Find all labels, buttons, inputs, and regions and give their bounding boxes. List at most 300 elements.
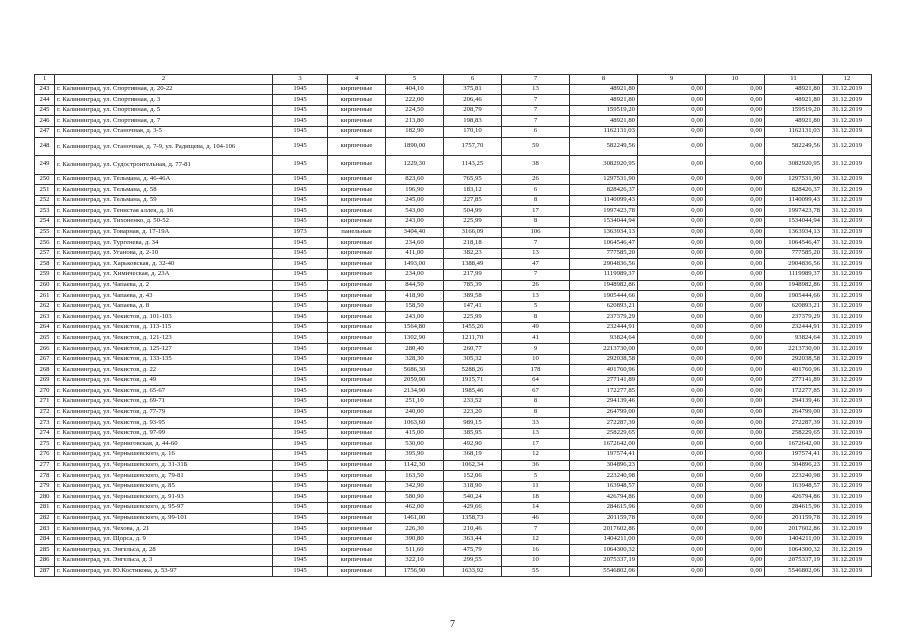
total-area-cell: 196,90 bbox=[386, 185, 444, 196]
address-cell: г. Калининград, ул. Тельмана, д. 58 bbox=[55, 185, 273, 196]
total-area-cell: 1063,60 bbox=[386, 418, 444, 429]
value-11-cell: 1997423,78 bbox=[765, 206, 823, 217]
wall-material-cell: кирпичные bbox=[328, 481, 386, 492]
cost-cell: 1534044,94 bbox=[570, 216, 638, 227]
wall-material-cell: кирпичные bbox=[328, 95, 386, 106]
table-row bbox=[35, 386, 872, 397]
value-10-cell: 0,00 bbox=[706, 248, 765, 259]
value-10-cell: 0,00 bbox=[706, 301, 765, 312]
value-9-cell: 0,00 bbox=[638, 195, 706, 206]
address-cell: г. Калининград, ул. Чернышевского, д. 31-31Б bbox=[55, 460, 273, 471]
living-area-cell: 1757,70 bbox=[444, 137, 502, 156]
address-cell: г. Калининград, ул. Энгельса, д. 28 bbox=[55, 545, 273, 556]
year-built-cell: 1945 bbox=[273, 238, 328, 249]
year-built-cell: 1945 bbox=[273, 481, 328, 492]
year-built-cell: 1945 bbox=[273, 524, 328, 535]
cost-cell: 777585,20 bbox=[570, 248, 638, 259]
value-9-cell: 0,00 bbox=[638, 126, 706, 137]
value-11-cell: 223240,98 bbox=[765, 471, 823, 482]
cost-cell: 48921,80 bbox=[570, 116, 638, 127]
total-area-cell: 163,50 bbox=[386, 471, 444, 482]
row-number-cell: 253 bbox=[35, 206, 55, 217]
total-area-cell: 1229,30 bbox=[386, 156, 444, 175]
living-area-cell: 227,85 bbox=[444, 195, 502, 206]
cost-cell: 2904836,56 bbox=[570, 259, 638, 270]
cost-cell: 232444,91 bbox=[570, 322, 638, 333]
living-area-cell: 1388,49 bbox=[444, 259, 502, 270]
value-9-cell: 0,00 bbox=[638, 566, 706, 577]
value-11-cell: 1140099,43 bbox=[765, 195, 823, 206]
date-cell: 31.12.2019 bbox=[823, 428, 872, 439]
address-cell: г. Калининград, ул. Чернышевского, д. 16 bbox=[55, 450, 273, 461]
year-built-cell: 1945 bbox=[273, 418, 328, 429]
value-9-cell: 0,00 bbox=[638, 248, 706, 259]
year-built-cell: 1945 bbox=[273, 248, 328, 259]
row-number-cell: 274 bbox=[35, 428, 55, 439]
date-cell: 31.12.2019 bbox=[823, 259, 872, 270]
living-area-cell: 198,83 bbox=[444, 116, 502, 127]
row-number-cell: 265 bbox=[35, 333, 55, 344]
residents-cell: 12 bbox=[502, 450, 570, 461]
date-cell: 31.12.2019 bbox=[823, 206, 872, 217]
row-number-cell: 254 bbox=[35, 216, 55, 227]
residents-cell: 178 bbox=[502, 365, 570, 376]
wall-material-cell: кирпичные bbox=[328, 545, 386, 556]
year-built-cell: 1945 bbox=[273, 269, 328, 280]
living-area-cell: 504,99 bbox=[444, 206, 502, 217]
residents-cell: 7 bbox=[502, 105, 570, 116]
address-cell: г. Калининград, ул. Чекистов, д. 97-99 bbox=[55, 428, 273, 439]
value-11-cell: 1534044,94 bbox=[765, 216, 823, 227]
value-11-cell: 777585,20 bbox=[765, 248, 823, 259]
header-cell: 7 bbox=[502, 75, 570, 85]
year-built-cell: 1945 bbox=[273, 344, 328, 355]
value-11-cell: 48921,80 bbox=[765, 95, 823, 106]
table-row bbox=[35, 156, 872, 175]
wall-material-cell: кирпичные bbox=[328, 195, 386, 206]
year-built-cell: 1945 bbox=[273, 333, 328, 344]
residents-cell: 13 bbox=[502, 428, 570, 439]
value-11-cell: 1948982,86 bbox=[765, 280, 823, 291]
value-11-cell: 93824,64 bbox=[765, 333, 823, 344]
address-cell: г. Калининград, ул. Энгельса, д. 3 bbox=[55, 555, 273, 566]
living-area-cell: 1985,46 bbox=[444, 386, 502, 397]
value-9-cell: 0,00 bbox=[638, 555, 706, 566]
value-9-cell: 0,00 bbox=[638, 375, 706, 386]
value-9-cell: 0,00 bbox=[638, 238, 706, 249]
value-9-cell: 0,00 bbox=[638, 397, 706, 408]
living-area-cell: 233,52 bbox=[444, 397, 502, 408]
row-number-cell: 283 bbox=[35, 524, 55, 535]
address-cell: г. Калининград, ул. Тургенева, д. 34 bbox=[55, 238, 273, 249]
row-number-cell: 249 bbox=[35, 156, 55, 175]
value-11-cell: 292038,58 bbox=[765, 354, 823, 365]
living-area-cell: 1211,70 bbox=[444, 333, 502, 344]
wall-material-cell: кирпичные bbox=[328, 174, 386, 185]
total-area-cell: 213,80 bbox=[386, 116, 444, 127]
year-built-cell: 1945 bbox=[273, 105, 328, 116]
residents-cell: 46 bbox=[502, 513, 570, 524]
value-11-cell: 1119989,37 bbox=[765, 269, 823, 280]
table-row bbox=[35, 375, 872, 386]
value-10-cell: 0,00 bbox=[706, 545, 765, 556]
date-cell: 31.12.2019 bbox=[823, 344, 872, 355]
value-10-cell: 0,00 bbox=[706, 156, 765, 175]
row-number-cell: 277 bbox=[35, 460, 55, 471]
date-cell: 31.12.2019 bbox=[823, 450, 872, 461]
address-cell: г. Калининград, ул. Станочная, д. 7-9, ул. Радищева, д. 104-106 bbox=[55, 137, 273, 156]
table-row bbox=[35, 291, 872, 302]
value-11-cell: 201159,78 bbox=[765, 513, 823, 524]
residents-cell: 8 bbox=[502, 195, 570, 206]
value-10-cell: 0,00 bbox=[706, 312, 765, 323]
living-area-cell: 223,20 bbox=[444, 407, 502, 418]
living-area-cell: 152,06 bbox=[444, 471, 502, 482]
residents-cell: 7 bbox=[502, 116, 570, 127]
cost-cell: 1948982,86 bbox=[570, 280, 638, 291]
wall-material-cell: кирпичные bbox=[328, 460, 386, 471]
cost-cell: 5546802,06 bbox=[570, 566, 638, 577]
residents-cell: 17 bbox=[502, 206, 570, 217]
row-number-cell: 260 bbox=[35, 280, 55, 291]
date-cell: 31.12.2019 bbox=[823, 460, 872, 471]
wall-material-cell: кирпичные bbox=[328, 137, 386, 156]
value-11-cell: 197574,41 bbox=[765, 450, 823, 461]
residents-cell: 106 bbox=[502, 227, 570, 238]
wall-material-cell: кирпичные bbox=[328, 354, 386, 365]
date-cell: 31.12.2019 bbox=[823, 291, 872, 302]
cost-cell: 93824,64 bbox=[570, 333, 638, 344]
cost-cell: 284615,96 bbox=[570, 502, 638, 513]
residents-cell: 49 bbox=[502, 322, 570, 333]
cost-cell: 1140099,43 bbox=[570, 195, 638, 206]
value-10-cell: 0,00 bbox=[706, 137, 765, 156]
address-cell: г. Калининград, ул. Тенистая аллея, д. 16 bbox=[55, 206, 273, 217]
wall-material-cell: кирпичные bbox=[328, 156, 386, 175]
total-area-cell: 280,40 bbox=[386, 344, 444, 355]
total-area-cell: 1756,90 bbox=[386, 566, 444, 577]
register-table-container bbox=[34, 74, 872, 577]
value-10-cell: 0,00 bbox=[706, 95, 765, 106]
value-11-cell: 3082920,95 bbox=[765, 156, 823, 175]
date-cell: 31.12.2019 bbox=[823, 492, 872, 503]
date-cell: 31.12.2019 bbox=[823, 156, 872, 175]
address-cell: г. Калининград, ул. Чекистов, д. 93-95 bbox=[55, 418, 273, 429]
table-row bbox=[35, 439, 872, 450]
address-cell: г. Калининград, ул. Спортивная, д. 20-22 bbox=[55, 84, 273, 95]
value-9-cell: 0,00 bbox=[638, 227, 706, 238]
date-cell: 31.12.2019 bbox=[823, 566, 872, 577]
total-area-cell: 222,00 bbox=[386, 95, 444, 106]
value-10-cell: 0,00 bbox=[706, 534, 765, 545]
row-number-cell: 246 bbox=[35, 116, 55, 127]
total-area-cell: 390,80 bbox=[386, 534, 444, 545]
value-9-cell: 0,00 bbox=[638, 322, 706, 333]
value-11-cell: 2213730,00 bbox=[765, 344, 823, 355]
table-row bbox=[35, 566, 872, 577]
cost-cell: 292038,58 bbox=[570, 354, 638, 365]
table-row bbox=[35, 301, 872, 312]
value-10-cell: 0,00 bbox=[706, 174, 765, 185]
table-row bbox=[35, 259, 872, 270]
total-area-cell: 511,60 bbox=[386, 545, 444, 556]
address-cell: г. Калининград, ул. Химическая, д. 23А bbox=[55, 269, 273, 280]
header-cell: 4 bbox=[328, 75, 386, 85]
living-area-cell: 1062,34 bbox=[444, 460, 502, 471]
cost-cell: 1363934,13 bbox=[570, 227, 638, 238]
wall-material-cell: кирпичные bbox=[328, 566, 386, 577]
value-11-cell: 1297531,90 bbox=[765, 174, 823, 185]
table-row bbox=[35, 185, 872, 196]
value-11-cell: 1404211,00 bbox=[765, 534, 823, 545]
total-area-cell: 342,90 bbox=[386, 481, 444, 492]
row-number-cell: 259 bbox=[35, 269, 55, 280]
table-row bbox=[35, 545, 872, 556]
value-10-cell: 0,00 bbox=[706, 555, 765, 566]
value-9-cell: 0,00 bbox=[638, 333, 706, 344]
value-9-cell: 0,00 bbox=[638, 291, 706, 302]
year-built-cell: 1945 bbox=[273, 95, 328, 106]
value-11-cell: 159519,20 bbox=[765, 105, 823, 116]
year-built-cell: 1945 bbox=[273, 513, 328, 524]
row-number-cell: 255 bbox=[35, 227, 55, 238]
value-9-cell: 0,00 bbox=[638, 269, 706, 280]
year-built-cell: 1945 bbox=[273, 195, 328, 206]
cost-cell: 426794,86 bbox=[570, 492, 638, 503]
value-10-cell: 0,00 bbox=[706, 418, 765, 429]
cost-cell: 1404211,00 bbox=[570, 534, 638, 545]
table-row bbox=[35, 450, 872, 461]
address-cell: г. Калининград, ул. Чекистов, д. 121-123 bbox=[55, 333, 273, 344]
wall-material-cell: панельные bbox=[328, 227, 386, 238]
living-area-cell: 1915,71 bbox=[444, 375, 502, 386]
living-area-cell: 217,99 bbox=[444, 269, 502, 280]
value-9-cell: 0,00 bbox=[638, 174, 706, 185]
total-area-cell: 234,60 bbox=[386, 238, 444, 249]
date-cell: 31.12.2019 bbox=[823, 126, 872, 137]
year-built-cell: 1945 bbox=[273, 450, 328, 461]
residents-cell: 7 bbox=[502, 269, 570, 280]
year-built-cell: 1945 bbox=[273, 566, 328, 577]
table-row bbox=[35, 428, 872, 439]
date-cell: 31.12.2019 bbox=[823, 418, 872, 429]
residents-cell: 8 bbox=[502, 397, 570, 408]
living-area-cell: 1358,73 bbox=[444, 513, 502, 524]
row-number-cell: 245 bbox=[35, 105, 55, 116]
date-cell: 31.12.2019 bbox=[823, 407, 872, 418]
row-number-cell: 257 bbox=[35, 248, 55, 259]
living-area-cell: 1455,26 bbox=[444, 322, 502, 333]
row-number-cell: 278 bbox=[35, 471, 55, 482]
total-area-cell: 543,00 bbox=[386, 206, 444, 217]
value-9-cell: 0,00 bbox=[638, 534, 706, 545]
address-cell: г. Калининград, ул. Чекистов, д. 113-115 bbox=[55, 322, 273, 333]
total-area-cell: 251,10 bbox=[386, 397, 444, 408]
row-number-cell: 285 bbox=[35, 545, 55, 556]
value-11-cell: 258229,65 bbox=[765, 428, 823, 439]
row-number-cell: 252 bbox=[35, 195, 55, 206]
wall-material-cell: кирпичные bbox=[328, 322, 386, 333]
value-9-cell: 0,00 bbox=[638, 105, 706, 116]
living-area-cell: 429,66 bbox=[444, 502, 502, 513]
value-10-cell: 0,00 bbox=[706, 206, 765, 217]
total-area-cell: 158,50 bbox=[386, 301, 444, 312]
date-cell: 31.12.2019 bbox=[823, 84, 872, 95]
value-10-cell: 0,00 bbox=[706, 524, 765, 535]
wall-material-cell: кирпичные bbox=[328, 471, 386, 482]
value-11-cell: 294139,46 bbox=[765, 397, 823, 408]
value-10-cell: 0,00 bbox=[706, 259, 765, 270]
value-11-cell: 828426,37 bbox=[765, 185, 823, 196]
address-cell: г. Калининград, ул. Чекистов, д. 125-127 bbox=[55, 344, 273, 355]
year-built-cell: 1945 bbox=[273, 156, 328, 175]
date-cell: 31.12.2019 bbox=[823, 301, 872, 312]
value-11-cell: 272287,39 bbox=[765, 418, 823, 429]
table-row bbox=[35, 216, 872, 227]
row-number-cell: 282 bbox=[35, 513, 55, 524]
table-row bbox=[35, 126, 872, 137]
address-cell: г. Калининград, ул. Спортивная, д. 7 bbox=[55, 116, 273, 127]
living-area-cell: 318,90 bbox=[444, 481, 502, 492]
residents-cell: 67 bbox=[502, 386, 570, 397]
date-cell: 31.12.2019 bbox=[823, 524, 872, 535]
value-9-cell: 0,00 bbox=[638, 407, 706, 418]
address-cell: г. Калининград, ул. Чапаева, д. 8 bbox=[55, 301, 273, 312]
wall-material-cell: кирпичные bbox=[328, 534, 386, 545]
table-row bbox=[35, 481, 872, 492]
residents-cell: 7 bbox=[502, 238, 570, 249]
table-row bbox=[35, 492, 872, 503]
total-area-cell: 415,00 bbox=[386, 428, 444, 439]
value-10-cell: 0,00 bbox=[706, 566, 765, 577]
date-cell: 31.12.2019 bbox=[823, 513, 872, 524]
living-area-cell: 299,55 bbox=[444, 555, 502, 566]
value-10-cell: 0,00 bbox=[706, 439, 765, 450]
wall-material-cell: кирпичные bbox=[328, 248, 386, 259]
value-11-cell: 426794,86 bbox=[765, 492, 823, 503]
year-built-cell: 1945 bbox=[273, 492, 328, 503]
year-built-cell: 1945 bbox=[273, 545, 328, 556]
wall-material-cell: кирпичные bbox=[328, 216, 386, 227]
total-area-cell: 1564,80 bbox=[386, 322, 444, 333]
address-cell: г. Калининград, ул. Тельмана, д. 46-46А bbox=[55, 174, 273, 185]
cost-cell: 582249,56 bbox=[570, 137, 638, 156]
residents-cell: 59 bbox=[502, 137, 570, 156]
living-area-cell: 206,46 bbox=[444, 95, 502, 106]
value-10-cell: 0,00 bbox=[706, 386, 765, 397]
wall-material-cell: кирпичные bbox=[328, 280, 386, 291]
total-area-cell: 226,30 bbox=[386, 524, 444, 535]
register-table bbox=[34, 74, 872, 577]
wall-material-cell: кирпичные bbox=[328, 206, 386, 217]
value-10-cell: 0,00 bbox=[706, 460, 765, 471]
value-11-cell: 5546802,06 bbox=[765, 566, 823, 577]
value-9-cell: 0,00 bbox=[638, 439, 706, 450]
value-10-cell: 0,00 bbox=[706, 185, 765, 196]
header-cell: 5 bbox=[386, 75, 444, 85]
date-cell: 31.12.2019 bbox=[823, 333, 872, 344]
year-built-cell: 1945 bbox=[273, 185, 328, 196]
table-row bbox=[35, 238, 872, 249]
cost-cell: 264799,00 bbox=[570, 407, 638, 418]
cost-cell: 3082920,95 bbox=[570, 156, 638, 175]
value-11-cell: 1672642,00 bbox=[765, 439, 823, 450]
cost-cell: 277141,89 bbox=[570, 375, 638, 386]
row-number-cell: 243 bbox=[35, 84, 55, 95]
residents-cell: 17 bbox=[502, 439, 570, 450]
year-built-cell: 1945 bbox=[273, 555, 328, 566]
value-10-cell: 0,00 bbox=[706, 105, 765, 116]
value-11-cell: 48921,80 bbox=[765, 84, 823, 95]
value-10-cell: 0,00 bbox=[706, 322, 765, 333]
wall-material-cell: кирпичные bbox=[328, 333, 386, 344]
residents-cell: 47 bbox=[502, 259, 570, 270]
date-cell: 31.12.2019 bbox=[823, 116, 872, 127]
year-built-cell: 1945 bbox=[273, 407, 328, 418]
table-row bbox=[35, 312, 872, 323]
living-area-cell: 218,18 bbox=[444, 238, 502, 249]
date-cell: 31.12.2019 bbox=[823, 322, 872, 333]
address-cell: г. Калининград, ул. Харьковская, д. 32-40 bbox=[55, 259, 273, 270]
wall-material-cell: кирпичные bbox=[328, 492, 386, 503]
value-9-cell: 0,00 bbox=[638, 259, 706, 270]
residents-cell: 10 bbox=[502, 555, 570, 566]
residents-cell: 11 bbox=[502, 481, 570, 492]
value-11-cell: 1363934,13 bbox=[765, 227, 823, 238]
table-row bbox=[35, 248, 872, 259]
living-area-cell: 363,44 bbox=[444, 534, 502, 545]
year-built-cell: 1945 bbox=[273, 301, 328, 312]
year-built-cell: 1945 bbox=[273, 137, 328, 156]
wall-material-cell: кирпичные bbox=[328, 84, 386, 95]
year-built-cell: 1945 bbox=[273, 428, 328, 439]
table-row bbox=[35, 280, 872, 291]
value-10-cell: 0,00 bbox=[706, 502, 765, 513]
date-cell: 31.12.2019 bbox=[823, 365, 872, 376]
table-row bbox=[35, 555, 872, 566]
cost-cell: 304896,23 bbox=[570, 460, 638, 471]
cost-cell: 1672642,00 bbox=[570, 439, 638, 450]
residents-cell: 7 bbox=[502, 524, 570, 535]
value-9-cell: 0,00 bbox=[638, 84, 706, 95]
year-built-cell: 1945 bbox=[273, 206, 328, 217]
value-11-cell: 237379,29 bbox=[765, 312, 823, 323]
row-number-cell: 271 bbox=[35, 397, 55, 408]
header-cell: 3 bbox=[273, 75, 328, 85]
value-10-cell: 0,00 bbox=[706, 375, 765, 386]
residents-cell: 6 bbox=[502, 126, 570, 137]
cost-cell: 223240,98 bbox=[570, 471, 638, 482]
address-cell: г. Калининград, ул. Черниговская, д. 44-60 bbox=[55, 439, 273, 450]
header-cell: 11 bbox=[765, 75, 823, 85]
value-9-cell: 0,00 bbox=[638, 365, 706, 376]
row-number-cell: 270 bbox=[35, 386, 55, 397]
row-number-cell: 264 bbox=[35, 322, 55, 333]
date-cell: 31.12.2019 bbox=[823, 312, 872, 323]
living-area-cell: 785,39 bbox=[444, 280, 502, 291]
row-number-cell: 279 bbox=[35, 481, 55, 492]
living-area-cell: 389,58 bbox=[444, 291, 502, 302]
total-area-cell: 1493,00 bbox=[386, 259, 444, 270]
wall-material-cell: кирпичные bbox=[328, 259, 386, 270]
total-area-cell: 418,90 bbox=[386, 291, 444, 302]
residents-cell: 41 bbox=[502, 333, 570, 344]
date-cell: 31.12.2019 bbox=[823, 354, 872, 365]
row-number-cell: 275 bbox=[35, 439, 55, 450]
residents-cell: 26 bbox=[502, 280, 570, 291]
date-cell: 31.12.2019 bbox=[823, 227, 872, 238]
table-body bbox=[35, 75, 872, 577]
